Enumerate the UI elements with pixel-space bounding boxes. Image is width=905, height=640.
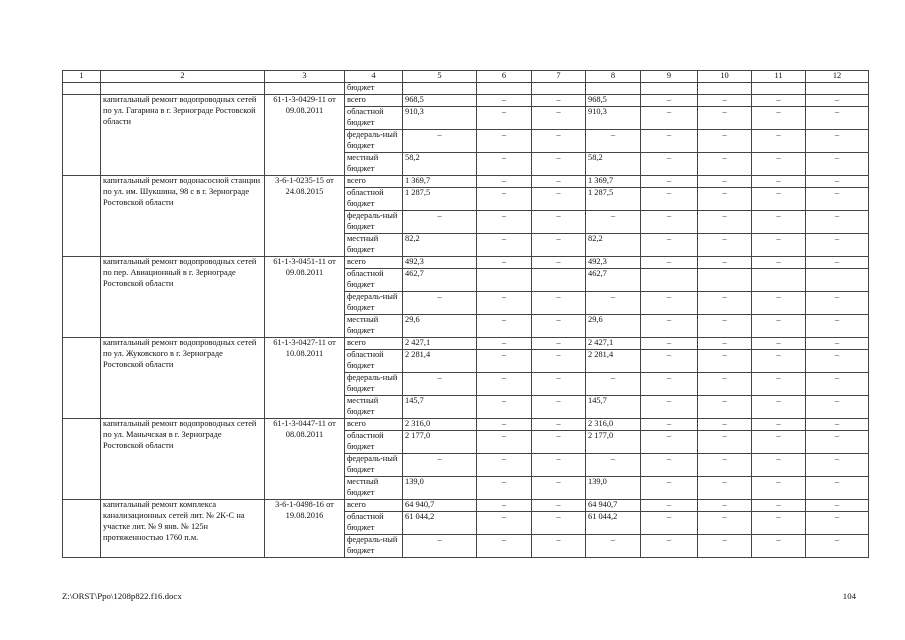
table-cell — [63, 257, 101, 338]
value-cell: – — [477, 338, 532, 350]
value-cell: – — [532, 176, 586, 188]
value-cell: – — [477, 234, 532, 257]
budget-table-container — [62, 70, 848, 558]
value-cell: – — [477, 107, 532, 130]
value-cell: 139,0 — [403, 477, 477, 500]
value-cell: – — [698, 315, 752, 338]
column-number-2: 2 — [101, 71, 265, 83]
table-cell — [403, 83, 477, 95]
budget-label: федераль-ный бюджет — [345, 454, 403, 477]
budget-label: федераль-ный бюджет — [345, 211, 403, 234]
value-cell: 82,2 — [403, 234, 477, 257]
budget-label: всего — [345, 338, 403, 350]
value-cell — [532, 269, 586, 292]
table-cell — [698, 83, 752, 95]
value-cell: – — [806, 500, 869, 512]
table-row — [63, 95, 869, 107]
value-cell: – — [641, 176, 698, 188]
value-cell: – — [532, 211, 586, 234]
value-cell: 145,7 — [403, 396, 477, 419]
value-cell: 29,6 — [403, 315, 477, 338]
value-cell: 61 044,2 — [403, 512, 477, 535]
project-name: капитальный ремонт водопроводных сетей по ул. Манычская в г. Зернограде Ростовской области — [101, 419, 265, 500]
value-cell: – — [698, 234, 752, 257]
value-cell: – — [806, 188, 869, 211]
value-cell: 2 316,0 — [586, 419, 641, 431]
value-cell: – — [806, 431, 869, 454]
table-cell — [752, 83, 806, 95]
value-cell: – — [641, 292, 698, 315]
value-cell: – — [698, 176, 752, 188]
value-cell: 1 287,5 — [403, 188, 477, 211]
value-cell: 58,2 — [586, 153, 641, 176]
value-cell: 29,6 — [586, 315, 641, 338]
value-cell: – — [698, 512, 752, 535]
table-cell — [63, 95, 101, 176]
table-cell — [63, 419, 101, 500]
value-cell: – — [698, 454, 752, 477]
value-cell: – — [698, 535, 752, 558]
value-cell: 968,5 — [403, 95, 477, 107]
value-cell: – — [698, 95, 752, 107]
value-cell: – — [477, 95, 532, 107]
value-cell: 145,7 — [586, 396, 641, 419]
column-number-11: 11 — [752, 71, 806, 83]
value-cell: – — [532, 315, 586, 338]
value-cell: – — [806, 95, 869, 107]
value-cell: – — [641, 107, 698, 130]
budget-label: областной бюджет — [345, 512, 403, 535]
value-cell: – — [752, 107, 806, 130]
budget-label: бюджет — [345, 83, 403, 95]
value-cell: 64 940,7 — [403, 500, 477, 512]
project-name: капитальный ремонт комплекса канализационных сетей лит. № 2К-С на участке лит. № 9 янв. № 125н протяженностью 1760 п.м. — [101, 500, 265, 558]
value-cell: – — [752, 153, 806, 176]
value-cell: 1 287,5 — [586, 188, 641, 211]
table-body — [63, 83, 869, 558]
value-cell: – — [752, 95, 806, 107]
value-cell: – — [477, 477, 532, 500]
table-row — [63, 338, 869, 350]
value-cell: – — [698, 338, 752, 350]
value-cell: – — [806, 535, 869, 558]
column-number-12: 12 — [806, 71, 869, 83]
value-cell: – — [752, 477, 806, 500]
value-cell: – — [698, 350, 752, 373]
value-cell: – — [586, 211, 641, 234]
table-row — [63, 419, 869, 431]
value-cell: – — [752, 350, 806, 373]
value-cell: – — [698, 188, 752, 211]
value-cell: – — [586, 373, 641, 396]
budget-label: местный бюджет — [345, 396, 403, 419]
value-cell: – — [532, 431, 586, 454]
value-cell: 2 177,0 — [586, 431, 641, 454]
value-cell: – — [806, 338, 869, 350]
value-cell: – — [586, 130, 641, 153]
value-cell: – — [477, 153, 532, 176]
value-cell: – — [477, 431, 532, 454]
value-cell: – — [403, 211, 477, 234]
value-cell: – — [752, 315, 806, 338]
value-cell: 1 369,7 — [403, 176, 477, 188]
budget-label: областной бюджет — [345, 269, 403, 292]
value-cell: 58,2 — [403, 153, 477, 176]
value-cell: – — [477, 188, 532, 211]
budget-label: федераль-ный бюджет — [345, 130, 403, 153]
value-cell: – — [586, 535, 641, 558]
value-cell: – — [752, 292, 806, 315]
value-cell: – — [806, 176, 869, 188]
value-cell: – — [532, 257, 586, 269]
value-cell: – — [806, 211, 869, 234]
value-cell: – — [403, 292, 477, 315]
value-cell: – — [752, 338, 806, 350]
table-cell — [265, 83, 345, 95]
value-cell: 492,3 — [403, 257, 477, 269]
value-cell: – — [641, 350, 698, 373]
value-cell: – — [641, 419, 698, 431]
value-cell: – — [641, 153, 698, 176]
budget-label: всего — [345, 257, 403, 269]
value-cell: – — [532, 107, 586, 130]
column-number-row — [63, 71, 869, 83]
value-cell: – — [641, 188, 698, 211]
value-cell: – — [641, 338, 698, 350]
value-cell: – — [752, 257, 806, 269]
value-cell: – — [477, 292, 532, 315]
value-cell: – — [698, 153, 752, 176]
value-cell: 2 316,0 — [403, 419, 477, 431]
table-row — [63, 500, 869, 512]
value-cell: – — [641, 477, 698, 500]
value-cell: – — [641, 257, 698, 269]
budget-label: всего — [345, 500, 403, 512]
value-cell: – — [806, 350, 869, 373]
project-document-number: 3-6-1-0498-16 от 19.08.2016 — [265, 500, 345, 558]
column-number-7: 7 — [532, 71, 586, 83]
budget-label: местный бюджет — [345, 153, 403, 176]
value-cell: – — [532, 95, 586, 107]
value-cell: – — [698, 477, 752, 500]
budget-label: всего — [345, 176, 403, 188]
value-cell: – — [641, 396, 698, 419]
value-cell: – — [641, 373, 698, 396]
table-cell — [63, 83, 101, 95]
value-cell — [806, 269, 869, 292]
value-cell: 462,7 — [586, 269, 641, 292]
value-cell: – — [806, 292, 869, 315]
value-cell: – — [752, 454, 806, 477]
column-number-9: 9 — [641, 71, 698, 83]
value-cell: – — [641, 431, 698, 454]
column-number-1: 1 — [63, 71, 101, 83]
project-document-number: 61-1-3-0427-11 от 10.08.2011 — [265, 338, 345, 419]
value-cell: – — [752, 431, 806, 454]
value-cell: – — [806, 477, 869, 500]
value-cell: – — [532, 500, 586, 512]
value-cell: – — [477, 257, 532, 269]
value-cell: 968,5 — [586, 95, 641, 107]
value-cell: – — [806, 107, 869, 130]
value-cell: – — [532, 396, 586, 419]
value-cell: 64 940,7 — [586, 500, 641, 512]
footer-page-number: 104 — [842, 591, 856, 601]
carryover-row — [63, 83, 869, 95]
value-cell — [641, 269, 698, 292]
value-cell — [752, 269, 806, 292]
table-cell — [586, 83, 641, 95]
value-cell: – — [752, 512, 806, 535]
value-cell: – — [806, 153, 869, 176]
value-cell: – — [752, 176, 806, 188]
value-cell: – — [477, 535, 532, 558]
value-cell: – — [806, 373, 869, 396]
value-cell: – — [532, 454, 586, 477]
value-cell: – — [641, 315, 698, 338]
budget-label: федераль-ный бюджет — [345, 535, 403, 558]
value-cell: 462,7 — [403, 269, 477, 292]
value-cell — [477, 269, 532, 292]
value-cell: 2 427,1 — [403, 338, 477, 350]
value-cell — [698, 269, 752, 292]
project-name: капитальный ремонт водопроводных сетей по ул. Гагарина в г. Зернограде Ростовской области — [101, 95, 265, 176]
value-cell: 492,3 — [586, 257, 641, 269]
value-cell: – — [641, 130, 698, 153]
value-cell: – — [698, 292, 752, 315]
column-number-5: 5 — [403, 71, 477, 83]
value-cell: 2 281,4 — [403, 350, 477, 373]
value-cell: – — [752, 234, 806, 257]
value-cell: – — [752, 211, 806, 234]
value-cell: – — [698, 107, 752, 130]
value-cell: – — [586, 292, 641, 315]
project-document-number: 61-1-3-0447-11 от 08.08.2011 — [265, 419, 345, 500]
table-cell — [63, 176, 101, 257]
value-cell: – — [752, 188, 806, 211]
value-cell: – — [752, 535, 806, 558]
value-cell: – — [477, 176, 532, 188]
value-cell: – — [641, 234, 698, 257]
value-cell: – — [698, 373, 752, 396]
value-cell: – — [641, 211, 698, 234]
value-cell: – — [532, 512, 586, 535]
table-cell — [532, 83, 586, 95]
value-cell: – — [477, 500, 532, 512]
value-cell: – — [532, 130, 586, 153]
value-cell: – — [403, 130, 477, 153]
table-cell — [641, 83, 698, 95]
column-number-6: 6 — [477, 71, 532, 83]
budget-label: всего — [345, 419, 403, 431]
column-number-10: 10 — [698, 71, 752, 83]
value-cell: – — [806, 419, 869, 431]
value-cell: – — [806, 234, 869, 257]
budget-label: областной бюджет — [345, 431, 403, 454]
value-cell: – — [403, 454, 477, 477]
value-cell: 1 369,7 — [586, 176, 641, 188]
value-cell: – — [477, 211, 532, 234]
value-cell: – — [641, 512, 698, 535]
budget-label: областной бюджет — [345, 350, 403, 373]
budget-label: федераль-ный бюджет — [345, 373, 403, 396]
value-cell: – — [532, 419, 586, 431]
value-cell: 82,2 — [586, 234, 641, 257]
table-cell — [63, 338, 101, 419]
project-name: капитальный ремонт водонасосной станции по ул. им. Шукшина, 98 с в г. Зернограде Ростовской области — [101, 176, 265, 257]
column-number-8: 8 — [586, 71, 641, 83]
value-cell: – — [698, 396, 752, 419]
value-cell: – — [532, 234, 586, 257]
value-cell: – — [586, 454, 641, 477]
value-cell: 910,3 — [586, 107, 641, 130]
value-cell: – — [806, 454, 869, 477]
value-cell: – — [698, 431, 752, 454]
value-cell: – — [532, 338, 586, 350]
value-cell: – — [806, 315, 869, 338]
value-cell: – — [698, 419, 752, 431]
column-number-4: 4 — [345, 71, 403, 83]
value-cell: – — [641, 535, 698, 558]
value-cell: – — [532, 350, 586, 373]
value-cell: – — [806, 512, 869, 535]
value-cell: – — [477, 454, 532, 477]
value-cell: – — [532, 292, 586, 315]
value-cell: – — [641, 95, 698, 107]
value-cell: – — [477, 373, 532, 396]
table-row — [63, 257, 869, 269]
table-cell — [477, 83, 532, 95]
value-cell: – — [641, 454, 698, 477]
value-cell: – — [806, 396, 869, 419]
column-number-3: 3 — [265, 71, 345, 83]
value-cell: – — [532, 188, 586, 211]
value-cell: 2 281,4 — [586, 350, 641, 373]
value-cell: – — [806, 257, 869, 269]
value-cell: 61 044,2 — [586, 512, 641, 535]
budget-label: всего — [345, 95, 403, 107]
value-cell: – — [752, 396, 806, 419]
value-cell: – — [698, 211, 752, 234]
project-name: капитальный ремонт водопроводных сетей по пер. Авиационный в г. Зернограде Ростовской области — [101, 257, 265, 338]
value-cell: 2 427,1 — [586, 338, 641, 350]
value-cell: – — [532, 373, 586, 396]
budget-label: федераль-ный бюджет — [345, 292, 403, 315]
value-cell: – — [752, 130, 806, 153]
value-cell: 139,0 — [586, 477, 641, 500]
budget-table — [62, 70, 869, 558]
budget-label: областной бюджет — [345, 107, 403, 130]
project-name: капитальный ремонт водопроводных сетей по ул. Жуковского в г. Зернограде Ростовской области — [101, 338, 265, 419]
value-cell: – — [477, 396, 532, 419]
value-cell: – — [698, 130, 752, 153]
value-cell: – — [532, 535, 586, 558]
budget-label: местный бюджет — [345, 234, 403, 257]
table-cell — [63, 500, 101, 558]
value-cell: – — [477, 419, 532, 431]
value-cell: – — [477, 130, 532, 153]
value-cell: – — [477, 315, 532, 338]
project-document-number: 3-6-1-0235-15 от 24.08.2015 — [265, 176, 345, 257]
value-cell: 910,3 — [403, 107, 477, 130]
value-cell: – — [477, 350, 532, 373]
value-cell: – — [752, 419, 806, 431]
project-document-number: 61-1-3-0451-11 от 09.08.2011 — [265, 257, 345, 338]
footer-file-path: Z:\ORST\Ppo\1208p822.f16.docx — [62, 591, 182, 601]
value-cell: – — [641, 500, 698, 512]
value-cell: – — [532, 153, 586, 176]
table-row — [63, 176, 869, 188]
value-cell: – — [698, 500, 752, 512]
value-cell: – — [698, 257, 752, 269]
value-cell: – — [752, 500, 806, 512]
table-cell — [806, 83, 869, 95]
table-cell — [101, 83, 265, 95]
project-document-number: 61-1-3-0429-11 от 09.08.2011 — [265, 95, 345, 176]
value-cell: – — [532, 477, 586, 500]
budget-label: местный бюджет — [345, 315, 403, 338]
value-cell: – — [403, 535, 477, 558]
value-cell: – — [752, 373, 806, 396]
budget-label: областной бюджет — [345, 188, 403, 211]
value-cell: 2 177,0 — [403, 431, 477, 454]
value-cell: – — [403, 373, 477, 396]
budget-label: местный бюджет — [345, 477, 403, 500]
value-cell: – — [477, 512, 532, 535]
value-cell: – — [806, 130, 869, 153]
